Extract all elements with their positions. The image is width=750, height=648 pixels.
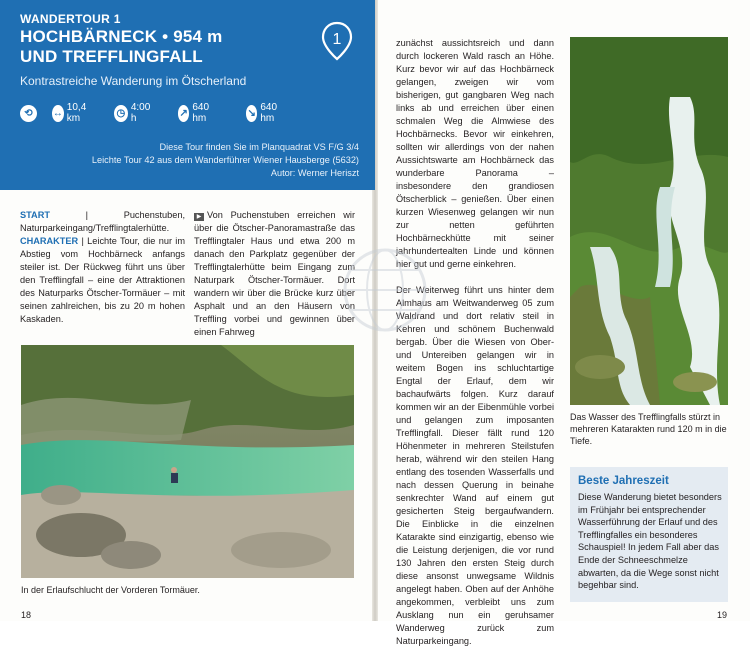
- waterfall-photo: [570, 37, 728, 405]
- season-infobox: [570, 467, 728, 602]
- page-number-left: 18: [21, 610, 32, 620]
- stat-route: [20, 103, 40, 123]
- tour-title-line1: HOCHBÄRNECK • 954 m: [20, 27, 223, 46]
- route-paragraph-1: zunächst aussichtsreich und dann durch lockeren Wald rasch an Höhe. Kurz bevor wir auf das Hochbärneck gelangen, zweigen wir vom bisherigen, gut gangbaren Weg nach links ab und erreichen über einen schmalen Weg die Almwiese des Hochbärnecks. Bevor wir einkehren, sollten wir allerdings von der nahen Aussichtswarte am Hochbärneck das wunderbare Panorama – insbesondere den grandiosen Ötscherblick – genießen. Über einen kurzen Wiesenweg gelangen wir nun zur netten geführten Hochbärneckhütte mit seiner jahrhundertealten Linde und können hier gut und gerne einkehren.: [396, 38, 554, 269]
- gorge-photo-art: [21, 345, 354, 578]
- distance-icon: ↔: [52, 105, 64, 122]
- clock-icon: ◷: [114, 105, 128, 122]
- charakter-label: CHARAKTER: [20, 236, 79, 246]
- waterfall-photo-art: [570, 37, 728, 405]
- tour-badge-number: 1: [332, 31, 342, 48]
- stat-ascent-value: 640 hm: [192, 102, 210, 124]
- start-paragraph: [20, 209, 185, 235]
- route-start-paragraph: [194, 209, 355, 339]
- gorge-photo: [21, 345, 354, 578]
- season-infobox-text: Diese Wanderung bietet besonders im Frühjahr bei entsprechender Wasserführung der Erlauf und des Trefflingfalles ein besonderes Schauspiel! In jedem Fall aber das Ende der Schneeschmelze abwarten, da die Wege sonst nicht begehbar sind.: [578, 492, 722, 591]
- stat-descent: [246, 103, 283, 123]
- route-start-column: [194, 209, 355, 339]
- start-text: | Puchenstuben, Naturparkeingang/Trefflingtalerhütte.: [20, 210, 185, 233]
- route-paragraph-2: Der Weiterweg führt uns hinter dem Almhaus am Weitwanderweg 05 zum Waldrand und dort relativ steil in Kehren und schönem Buchenwald bergab. Über die Wiesen von Ober- und Untereiben gelangen wir in weitem Bogen ins schluchtartige Engtal der Erlauf, dem wir bachaufwärts folgen. Kurz darauf kommen wir an der Eibenmühle vorbei und gelangen zum imposanten Trefflingfall. Dieser fällt rund 120 Höhenmeter in mehreren Steilstufen herab, während wir den steilen Hang entlang des tosenden Wasserfalls und nach dessen Querung in beinahe senkrechter Wand auf einem gut gesicherten Steig bergaufwandern. Die Einblicke in die einzelnen Katarakte sind einzigartig, ebenso wie die Leistung derjenigen, die vor rund 130 Jahren den ersten Steig durch diese ansonst unwegsame Wildnis angelegt haben. Oben auf der Anhöhe angekommen, verbleibt uns zum Ausklang nun ein geruhsamer Wanderweg zurück zum Naturparkeingang.: [396, 285, 554, 646]
- waterfall-photo-caption: Das Wasser des Trefflingfalls stürzt in mehreren Katarakten rund 120 m in die Tiefe.: [570, 412, 727, 446]
- season-infobox-title: Beste Jahreszeit: [578, 475, 669, 487]
- stat-distance: [52, 103, 91, 123]
- route-time-icon: ⟲: [20, 105, 37, 122]
- charakter-paragraph: [20, 235, 185, 326]
- stat-time-value: 4:00 h: [130, 102, 151, 124]
- tour-number-badge: [321, 21, 353, 61]
- tour-subtitle: Kontrastreiche Wanderung im Ötscherland: [20, 74, 247, 88]
- play-icon: ▶: [194, 213, 204, 221]
- ascent-icon: ↗: [178, 105, 189, 122]
- tour-info-planquadrat: Diese Tour finden Sie im Planquadrat VS F/G 3/4: [159, 142, 359, 152]
- tour-title: [20, 27, 320, 67]
- stat-descent-value: 640 hm: [260, 102, 278, 124]
- start-label: START: [20, 210, 50, 220]
- tour-kicker: WANDERTOUR 1: [20, 12, 121, 26]
- tour-info-reference: Leichte Tour 42 aus dem Wanderführer Wiener Hausberge (5632): [91, 155, 359, 165]
- stat-distance-value: 10,4 km: [66, 102, 87, 124]
- descent-icon: ↘: [246, 105, 257, 122]
- intro-column: [20, 209, 185, 326]
- charakter-text: | Leichte Tour, die nur im Abstieg vom Hochbärneck anfangs steiler ist. Der Rückweg führt uns über den Trefflingfall – eine der Attraktionen des Naturparks Ötscher-Tormäuer – mit seinen zahlreichen, bis zu 20 m hohen Kaskaden.: [20, 236, 185, 324]
- tour-title-line2: UND TREFFLINGFALL: [20, 47, 203, 66]
- page-number-right: 19: [717, 610, 728, 620]
- tour-header: [0, 0, 375, 190]
- gorge-photo-caption: In der Erlaufschlucht der Vorderen Tormäuer.: [21, 585, 200, 595]
- stat-time: [114, 103, 153, 123]
- tour-info: [92, 141, 359, 180]
- tour-info-author: Autor: Werner Heriszt: [270, 168, 359, 178]
- stat-ascent: [178, 103, 215, 123]
- route-description-column: [396, 37, 554, 648]
- route-start-text: Von Puchenstuben erreichen wir über die Ötscher-Panoramastraße das Trefflingtaler Haus und etwa 200 m danach den Parkplatz gegenüber der Trefflingtalerhütte beim Eingang zum Naturpark Ötscher-Tormäuer. Dort wandern wir über die Brücke kurz über Asphalt und an den Häusern von Treffling vorbei und gewinnen über einen Fahrweg: [194, 210, 355, 337]
